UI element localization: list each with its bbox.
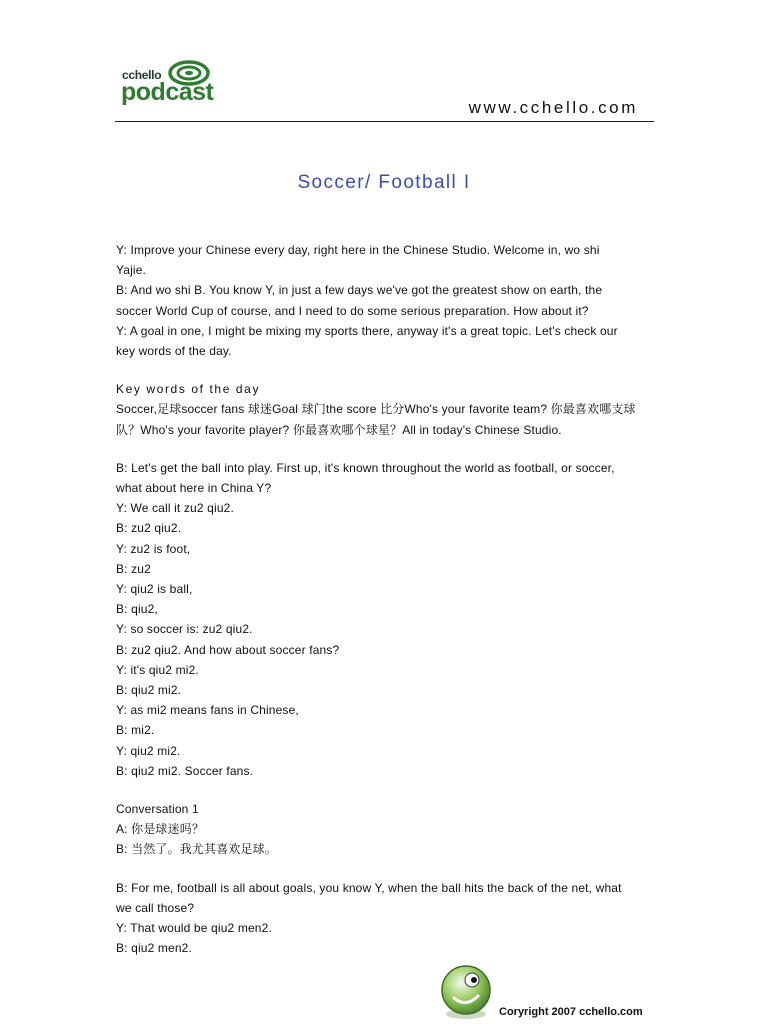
- footer: [436, 962, 676, 1024]
- transcript-line: B: And wo shi B. You know Y, in just a few days we've got the greatest show on earth, the: [116, 283, 603, 298]
- transcript-line: Y: it's qiu2 mi2.: [116, 662, 199, 677]
- transcript-line: we call those?: [116, 900, 195, 915]
- conversation-heading: Conversation 1: [116, 802, 199, 817]
- paragraph-gap: [116, 440, 656, 458]
- transcript-line: Y: That would be qiu2 men2.: [116, 921, 272, 936]
- transcript-line: Y: Improve your Chinese every day, right here in the Chinese Studio. Welcome in, wo shi: [116, 243, 600, 257]
- transcript-line: B: qiu2 men2.: [116, 941, 192, 956]
- logo-small-text: cchello: [122, 68, 162, 82]
- logo-big-text: podcast: [121, 78, 214, 106]
- transcript-line: Y: qiu2 is ball,: [116, 582, 193, 597]
- transcript-line: B: zu2 qiu2. And how about soccer fans?: [116, 642, 340, 657]
- transcript-line: Y: as mi2 means fans in Chinese,: [116, 703, 299, 718]
- paragraph-gap: [116, 860, 656, 878]
- transcript-line: what about here in China Y?: [116, 481, 272, 496]
- transcript-line: soccer World Cup of course, and I need to do some serious preparation. How about it?: [116, 303, 589, 318]
- document-title: Soccer/ Football I: [297, 172, 471, 193]
- key-words-heading: Key words of the day: [116, 382, 261, 397]
- transcript-line: Y: qiu2 mi2.: [116, 743, 181, 758]
- transcript-line: B: qiu2 mi2.: [116, 683, 182, 698]
- transcript-line: Y: A goal in one, I might be mixing my sports there, anyway it's a great topic. Let's check our: [116, 323, 618, 338]
- transcript-line: 队？Who's your favorite player? 你最喜欢哪个球星？All in today's Chinese Studio.: [116, 422, 562, 437]
- transcript-line: B: 当然了。我尤其喜欢足球。: [116, 842, 277, 857]
- cchello-mascot-icon: [436, 962, 496, 1022]
- cchello-podcast-logo: [121, 60, 231, 110]
- site-url: www.cchello.com: [468, 98, 638, 117]
- transcript-line: B: qiu2 mi2. Soccer fans.: [116, 763, 254, 778]
- transcript-line: B: zu2: [116, 561, 151, 576]
- transcript-line: A: 你是球迷吗？: [116, 822, 205, 837]
- transcript-line: Yajie.: [116, 263, 147, 278]
- transcript-line: Y: We call it zu2 qiu2.: [116, 501, 234, 516]
- transcript-line: B: Let's get the ball into play. First up, it's known throughout the world as football, or soccer,: [116, 460, 615, 475]
- transcript-line: Y: zu2 is foot,: [116, 541, 191, 556]
- header-divider: [115, 121, 654, 122]
- transcript-line: B: qiu2,: [116, 602, 158, 617]
- transcript-line: Y: so soccer is: zu2 qiu2.: [116, 622, 253, 637]
- paragraph-gap: [116, 781, 656, 799]
- transcript-line: B: For me, football is all about goals, you know Y, when the ball hits the back of the net, what: [116, 880, 622, 895]
- copyright-text: Coryright 2007 cchello.com: [499, 1006, 643, 1018]
- transcript-body: [116, 240, 656, 959]
- transcript-line: B: zu2 qiu2.: [116, 521, 182, 536]
- transcript-line: key words of the day.: [116, 344, 232, 359]
- transcript-line: B: mi2.: [116, 723, 155, 738]
- transcript-line: Soccer,足球soccer fans 球迷Goal 球门the score 比分Who's your favorite team? 你最喜欢哪支球: [116, 402, 636, 417]
- paragraph-gap: [116, 361, 656, 379]
